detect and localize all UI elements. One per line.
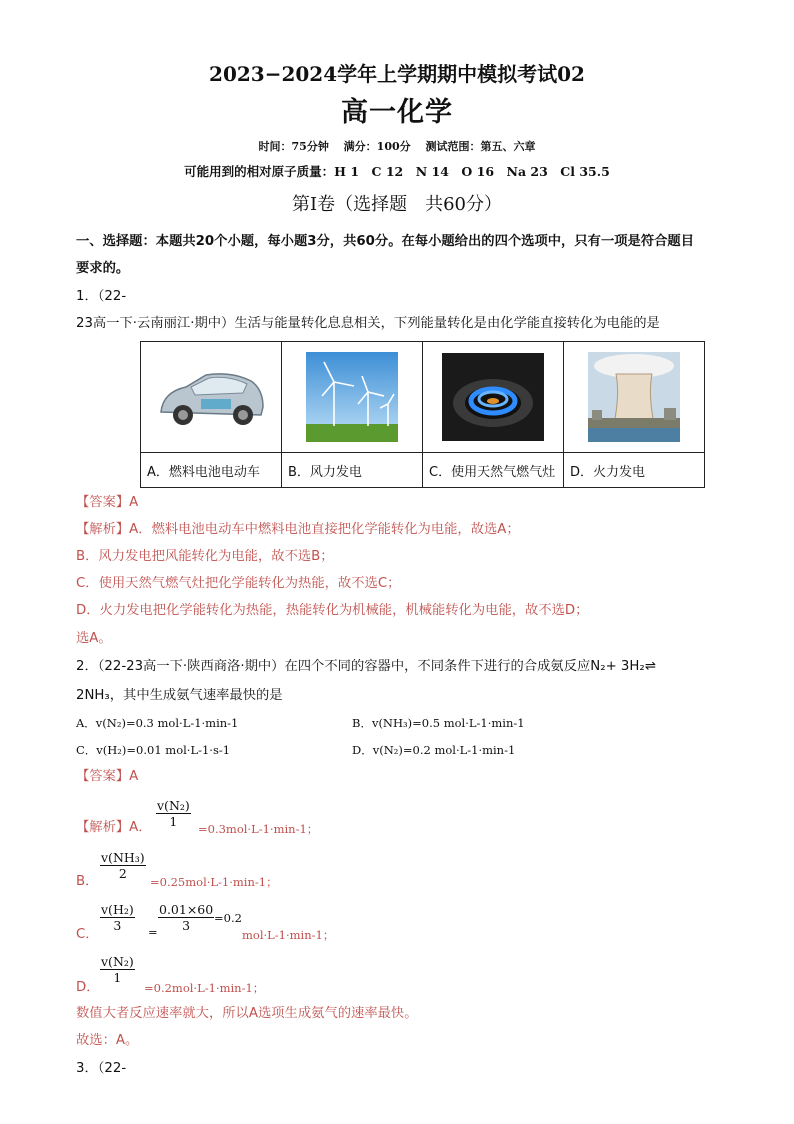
option-a-image-cell	[141, 342, 282, 453]
subject-title: 高一化学	[341, 97, 453, 128]
fraction-numerator: v(N₂)	[101, 954, 134, 969]
q2-answer: 【答案】A	[76, 769, 139, 784]
q2-analysis-c-label: C．	[76, 927, 99, 942]
q2-stem-line-1: 2．（22-23高一下·陕西商洛·期中）在四个不同的容器中，不同条件下进行的合成氨反应N₂+ 3H₂⇌	[76, 659, 656, 674]
option-c-caption: C．使用天然气燃气灶	[423, 453, 564, 488]
section-title: 第Ⅰ卷（选择题 共60分）	[291, 194, 502, 215]
q2-analysis-d-value: =0.2mol·L-1·min-1；	[144, 981, 265, 995]
q2-stem-line-2: 2NH₃，其中生成氨气速率最快的是	[76, 688, 283, 703]
option-c-image-cell	[423, 342, 564, 453]
fraction-denominator: 2	[118, 866, 127, 881]
fraction-denominator: 3	[182, 918, 191, 933]
q2-option-b: B．v(NH₃)=0.5 mol·L-1·min-1	[352, 716, 525, 730]
q1-number: 1．（22-	[76, 289, 127, 304]
fraction-denominator: 1	[113, 970, 122, 985]
q2-analysis-c-result: =0.2	[214, 911, 242, 925]
q1-analysis-b: B．风力发电把风能转化为电能，故不选B；	[76, 549, 334, 564]
car-image	[141, 342, 281, 452]
q1-analysis-a: 【解析】A．燃料电池电动车中燃料电池直接把化学能转化为电能，故选A；	[76, 522, 520, 537]
fraction-denominator: 3	[113, 918, 122, 933]
fraction-numerator: 0.01×60	[159, 902, 214, 917]
wind-turbine-image	[282, 342, 422, 452]
option-d-caption: D．火力发电	[564, 453, 705, 488]
q2-analysis-b-label: B．	[76, 874, 99, 889]
q2-analysis-c-unit: mol·L-1·min-1；	[242, 928, 335, 942]
exam-info: 时间：75分钟 满分：100分 测试范围：第五、六章	[258, 140, 536, 153]
exam-title: 2023−2024学年上学期期中模拟考试02	[209, 62, 585, 86]
fraction-numerator: v(NH₃)	[101, 850, 145, 865]
fraction-numerator: v(H₂)	[101, 902, 134, 917]
q2-option-a: A．v(N₂)=0.3 mol·L-1·min-1	[76, 716, 239, 730]
q1-analysis-c: C．使用天然气燃气灶把化学能转化为热能，故不选C；	[76, 576, 401, 591]
q1-stem: 23高一下·云南丽江·期中）生活与能量转化息息相关，下列能量转化是由化学能直接转化为电能的是	[76, 316, 660, 331]
q2-option-c: C．v(H₂)=0.01 mol·L-1·s-1	[76, 743, 231, 757]
q2-conclusion: 数值大者反应速率就大，所以A选项生成氨气的速率最快。	[76, 1006, 418, 1021]
q2-analysis-a-value: =0.3mol·L-1·min-1；	[198, 822, 319, 836]
q1-analysis-d: D．火力发电把化学能转化为热能，热能转化为机械能，机械能转化为电能，故不选D；	[76, 603, 589, 618]
q2-analysis-b-fraction	[100, 850, 146, 881]
q2-analysis-a-fraction	[156, 798, 191, 829]
q2-analysis-d-label: D．	[76, 980, 100, 995]
q1-analysis-conclusion: 选A。	[76, 631, 112, 646]
gas-stove-image	[423, 342, 563, 452]
intro-line-1: 一、选择题：本题共20个小题，每小题3分，共60分。在每小题给出的四个选项中，只有一项是符合题目	[76, 234, 695, 249]
atomic-masses: 可能用到的相对原子质量：H 1 C 12 N 14 O 16 Na 23 Cl 35.5	[184, 164, 610, 179]
option-d-image-cell	[564, 342, 705, 453]
q1-answer: 【答案】A	[76, 495, 139, 510]
q1-options-table	[140, 341, 705, 488]
option-b-image-cell	[282, 342, 423, 453]
intro-line-2: 要求的。	[76, 261, 130, 276]
q2-analysis-c-fraction-2	[158, 902, 214, 933]
q2-analysis-d-fraction	[100, 954, 135, 985]
q2-analysis-c-fraction	[100, 902, 135, 933]
q2-analysis-c-equals: =	[148, 925, 158, 939]
power-plant-image	[564, 342, 704, 452]
q2-option-d: D．v(N₂)=0.2 mol·L-1·min-1	[352, 743, 516, 757]
q2-analysis-b-value: =0.25mol·L-1·min-1；	[150, 875, 278, 889]
fraction-denominator: 1	[169, 814, 178, 829]
q2-final-answer: 故选：A。	[76, 1033, 139, 1048]
option-a-caption: A．燃料电池电动车	[141, 453, 282, 488]
q3-number: 3．（22-	[76, 1061, 127, 1076]
option-b-caption: B．风力发电	[282, 453, 423, 488]
q2-analysis-a-label: 【解析】A．	[76, 820, 152, 835]
fraction-numerator: v(N₂)	[157, 798, 190, 813]
